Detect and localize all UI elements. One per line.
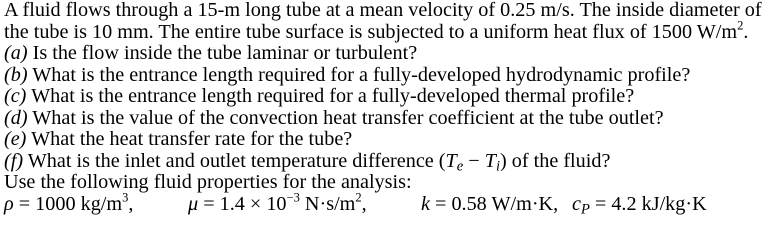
outlet-temp-subscript: e xyxy=(456,158,464,175)
cp-subscript: P xyxy=(580,201,590,218)
viscosity-property xyxy=(188,189,367,216)
inlet-temp-symbol: T xyxy=(484,149,496,172)
cp-symbol: c xyxy=(572,192,581,215)
question-a-text: Is the flow inside the tube laminar or turbulent? xyxy=(27,42,418,64)
question-d xyxy=(4,108,776,130)
mu-exponent: −3 xyxy=(286,189,300,204)
question-f-marker: (f) xyxy=(4,149,24,172)
question-b-text: What is the entrance length required for a fully-developed hydrodynamic profile? xyxy=(27,63,691,86)
rho-value: = 1000 kg/m xyxy=(13,192,123,215)
conductivity-property xyxy=(421,194,558,216)
inlet-temp-subscript: i xyxy=(495,158,500,175)
question-c-marker: (c) xyxy=(4,85,27,107)
intro-line-1: A fluid flows through a 15-m long tube at a mean velocity of 0.25 m/s. The inside diameter of xyxy=(4,0,762,21)
question-c-text: What is the entrance length required for a fully-developed thermal profile? xyxy=(26,85,635,107)
intro-line-2-end: . xyxy=(743,20,749,43)
heat-flux-exponent: 2 xyxy=(737,17,744,32)
fluid-properties xyxy=(4,189,776,220)
k-symbol: k xyxy=(421,192,430,215)
question-f-tail: ) of the fluid? xyxy=(499,149,611,172)
rho-comma: , xyxy=(128,192,134,215)
question-d-text: What is the value of the convection heat transfer coefficient at the tube outlet? xyxy=(27,106,664,129)
question-f xyxy=(4,151,776,173)
cp-value: = 4.2 kJ/kg·K xyxy=(589,192,707,215)
question-a xyxy=(4,43,776,65)
question-b xyxy=(4,65,776,87)
mu-unit: N·s/m xyxy=(299,192,356,215)
specific-heat-property xyxy=(572,194,707,216)
question-e xyxy=(4,129,776,151)
question-d-marker: (d) xyxy=(4,106,28,129)
rho-exponent: 3 xyxy=(122,189,129,204)
mu-value: = 1.4 × 10 xyxy=(198,192,287,215)
k-value: = 0.58 W/m·K, xyxy=(429,192,559,215)
mu-symbol: μ xyxy=(188,192,199,215)
intro-line-2 xyxy=(4,17,776,44)
minus-sign: − xyxy=(463,149,485,172)
question-a-marker: (a) xyxy=(4,42,28,64)
question-e-text: What the heat transfer rate for the tube? xyxy=(26,128,353,150)
question-c xyxy=(4,86,776,108)
intro-line-2-text: the tube is 10 mm. The entire tube surface is subjected to a uniform heat flux of 1500 W/m xyxy=(4,20,738,43)
properties-intro: Use the following fluid properties for the analysis: xyxy=(4,171,412,193)
rho-symbol: ρ xyxy=(4,192,14,215)
mu-comma: , xyxy=(361,192,367,215)
question-e-marker: (e) xyxy=(4,128,27,150)
outlet-temp-symbol: T xyxy=(445,149,457,172)
question-b-marker: (b) xyxy=(4,63,28,86)
mu-unit-exponent: 2 xyxy=(355,189,362,204)
problem-statement xyxy=(4,0,776,220)
density-property xyxy=(4,189,134,216)
question-f-text: What is the inlet and outlet temperature difference ( xyxy=(23,149,446,172)
